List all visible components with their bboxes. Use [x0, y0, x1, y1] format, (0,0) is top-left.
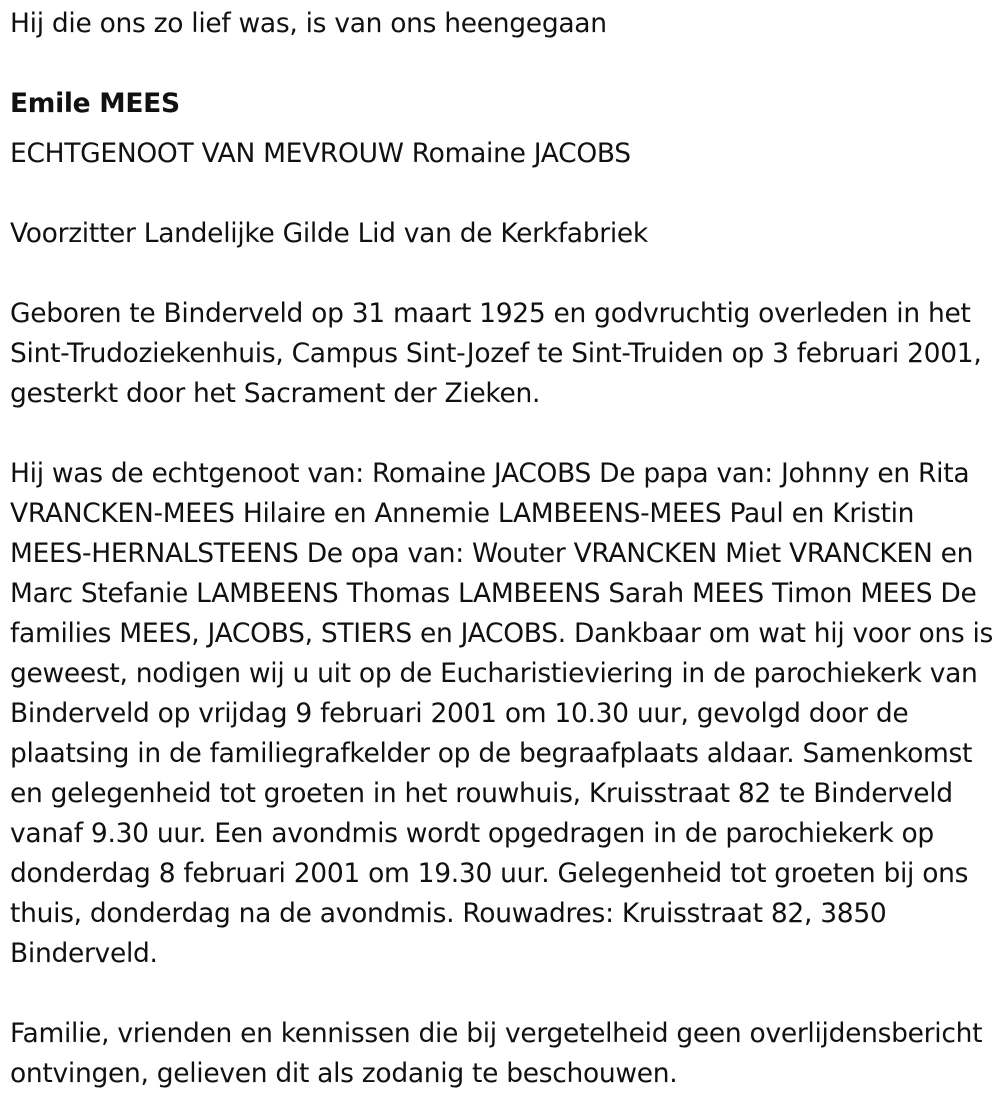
deceased-name: Emile MEES	[10, 88, 180, 119]
function-line: Voorzitter Landelijke Gilde Lid van de Kerkfabriek	[10, 218, 648, 249]
birth-death-paragraph: Geboren te Binderveld op 31 maart 1925 en godvruchtig overleden in het Sint-Trudoziekenhuis, Campus Sint-Jozef te Sint-Truiden op 3 februari 2001, gesterkt door het Sacrament der Zieken.	[10, 298, 982, 409]
spouse-line: ECHTGENOOT VAN MEVROUW Romaine JACOBS	[10, 138, 631, 169]
notice-heading: Hij die ons zo lief was, is van ons heengegaan	[10, 8, 607, 39]
closing-paragraph: Familie, vrienden en kennissen die bij vergetelheid geen overlijdensbericht ontvingen, gelieven dit als zodanig te beschouwen.	[10, 1018, 983, 1089]
family-ceremony-paragraph: Hij was de echtgenoot van: Romaine JACOBS De papa van: Johnny en Rita VRANCKEN-MEES Hilaire en Annemie LAMBEENS-MEES Paul en Kristin MEES-HERNALSTEENS De opa van: Wouter VRANCKEN Miet VRANCKEN en Marc Stefanie LAMBEENS Thomas LAMBEENS Sarah MEES Timon MEES De families MEES, JACOBS, STIERS en JACOBS. Dankbaar om wat hij voor ons is geweest, nodigen wij u uit op de Eucharistieviering in de parochiekerk van Binderveld op vrijdag 9 februari 2001 om 10.30 uur, gevolgd door de plaatsing in de familiegrafkelder op de begraafplaats aldaar. Samenkomst en gelegenheid tot groeten in het rouwhuis, Kruisstraat 82 te Binderveld vanaf 9.30 uur. Een avondmis wordt opgedragen in de parochiekerk op donderdag 8 februari 2001 om 19.30 uur. Gelegenheid tot groeten bij ons thuis, donderdag na de avondmis. Rouwadres: Kruisstraat 82, 3850 Binderveld.	[10, 458, 994, 969]
